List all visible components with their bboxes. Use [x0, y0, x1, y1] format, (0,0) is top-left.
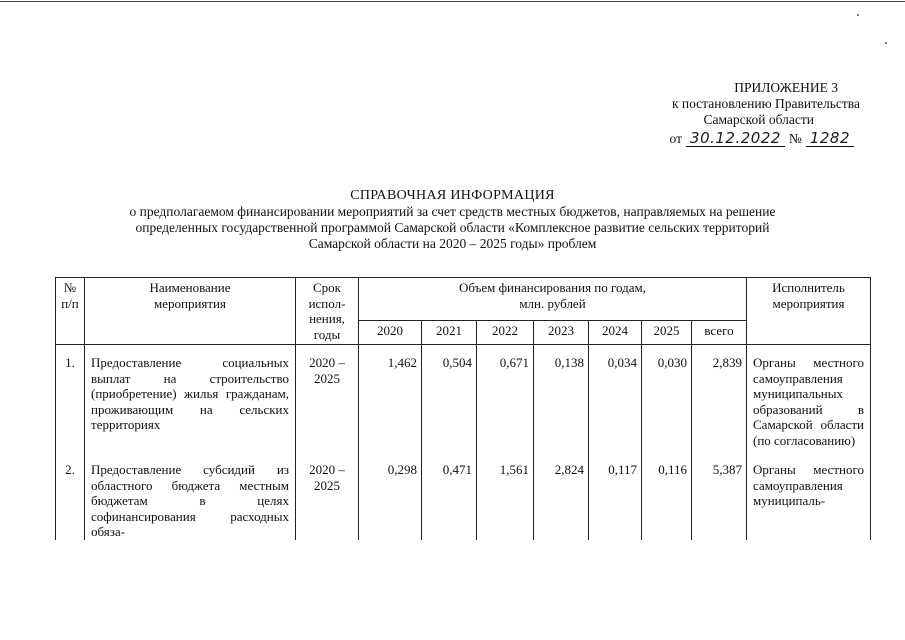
header-year: 2022 — [477, 320, 534, 344]
row-term: 2020 – 2025 — [296, 462, 359, 540]
row-value: 0,116 — [642, 462, 692, 540]
handwritten-date: 30.12.2022 — [686, 130, 785, 147]
row-activity-name: Предоставление субсидий из областного бюджета местным бюджетам в целях софинансирования расходных обяза- — [85, 462, 296, 540]
row-term: 2020 – 2025 — [296, 355, 359, 448]
row-value: 0,138 — [534, 355, 589, 448]
scan-speck — [885, 42, 887, 44]
table-spacer-row — [56, 448, 871, 462]
heading-line-3: Самарской области на 2020 – 2025 годы» проблем — [308, 236, 597, 251]
heading-line-2: определенных государственной программой Самарской области «Комплексное развитие сельских территорий — [135, 220, 770, 235]
header-total: всего — [692, 320, 747, 344]
scan-speck — [857, 14, 859, 16]
scan-top-edge-line — [0, 1, 905, 2]
header-year: 2024 — [589, 320, 642, 344]
row-number: 2. — [56, 462, 85, 540]
header-year: 2021 — [422, 320, 477, 344]
header-no: № п/п — [56, 278, 85, 345]
row-total: 5,387 — [692, 462, 747, 540]
handwritten-number: 1282 — [806, 130, 854, 147]
table-row — [56, 462, 871, 540]
heading-line-1: о предполагаемом финансировании мероприятий за счет средств местных бюджетов, направляемых на решение — [129, 204, 776, 219]
appendix-title: ПРИЛОЖЕНИЕ 3 — [734, 80, 838, 95]
table-row — [56, 355, 871, 448]
appendix-decree-line: к постановлению Правительства — [671, 96, 860, 111]
from-label: от — [669, 131, 683, 146]
header-year: 2020 — [359, 320, 422, 344]
row-value: 1,462 — [359, 355, 422, 448]
table-spacer-row — [56, 345, 871, 356]
row-value: 0,030 — [642, 355, 692, 448]
header-year: 2025 — [642, 320, 692, 344]
row-number: 1. — [56, 355, 85, 448]
row-value: 2,824 — [534, 462, 589, 540]
header-name: Наименование мероприятия — [85, 278, 296, 345]
row-value: 0,671 — [477, 355, 534, 448]
document-heading — [60, 188, 845, 252]
row-total: 2,839 — [692, 355, 747, 448]
header-executor: Исполнитель мероприятия — [747, 278, 871, 345]
funding-table — [55, 277, 871, 540]
row-activity-name: Предоставление социальных выплат на строительство (приобретение) жилья гражданам, проживающим на сельских территориях — [85, 355, 296, 448]
row-value: 0,298 — [359, 462, 422, 540]
row-value: 1,561 — [477, 462, 534, 540]
heading-title: СПРАВОЧНАЯ ИНФОРМАЦИЯ — [350, 188, 555, 203]
decree-date-number-row — [560, 130, 860, 147]
row-executor: Органы местного самоуправления муниципальных образований в Самарской области (по согласованию) — [747, 355, 871, 448]
appendix-block — [560, 80, 860, 147]
row-value: 0,034 — [589, 355, 642, 448]
row-value: 0,117 — [589, 462, 642, 540]
row-value: 0,471 — [422, 462, 477, 540]
header-funding: Объем финансирования по годам, млн. рублей — [359, 278, 747, 321]
row-value: 0,504 — [422, 355, 477, 448]
header-term: Срок испол- нения, годы — [296, 278, 359, 345]
appendix-region-line: Самарской области — [703, 112, 814, 127]
number-sign: № — [788, 131, 802, 146]
header-year: 2023 — [534, 320, 589, 344]
row-executor: Органы местного самоуправления муниципаль- — [747, 462, 871, 540]
